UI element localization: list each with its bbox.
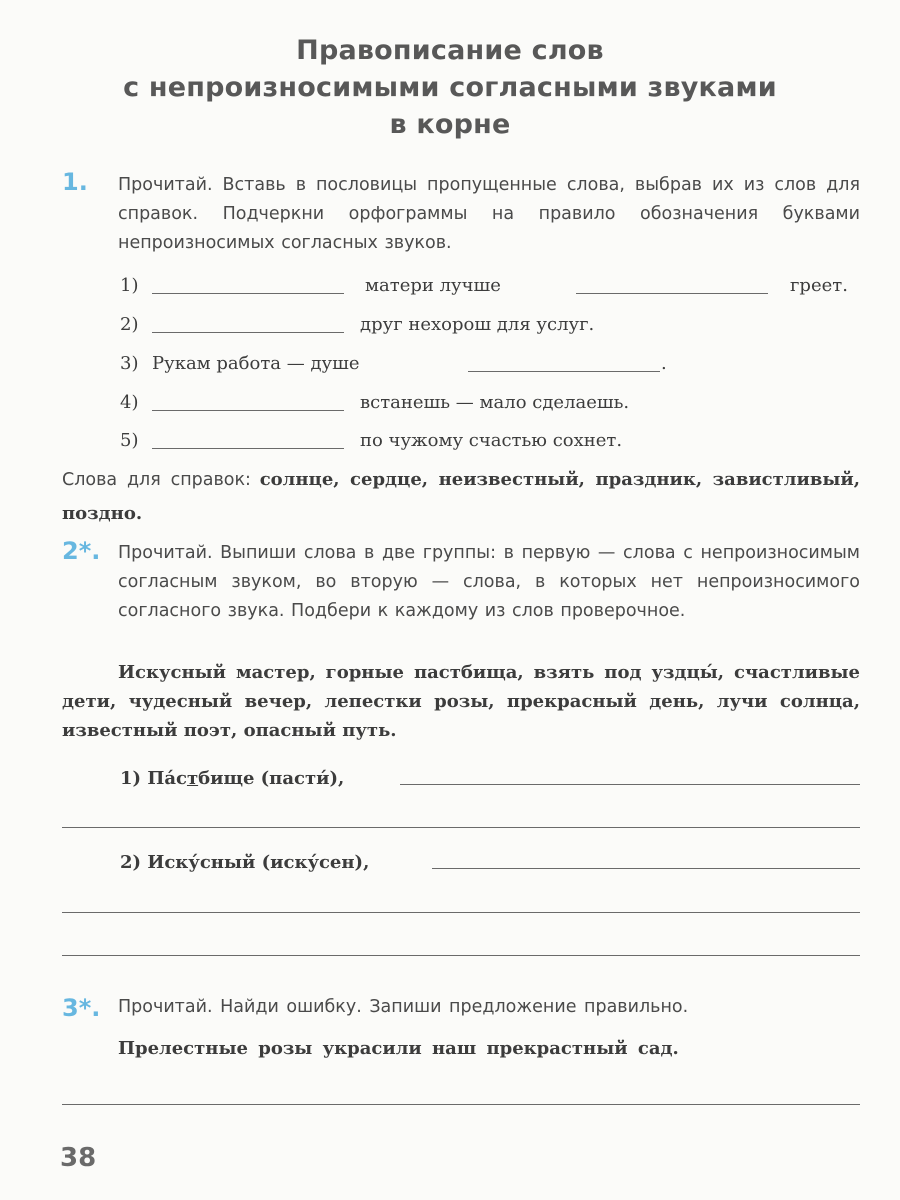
proverb-1-blank-1[interactable]	[152, 293, 344, 294]
title-line-2: с непроизносимыми согласными звуками	[123, 72, 777, 103]
group-1-word-pre: Па́с	[147, 768, 187, 789]
reference-words	[62, 463, 860, 530]
reference-list: солнце, сердце, неизвестный, праздник, завистливый, поздно.	[62, 469, 860, 524]
group-2-answer-line-2[interactable]	[62, 912, 860, 913]
proverb-3-start: Рукам работа — душе	[152, 353, 360, 374]
proverb-4-blank[interactable]	[152, 410, 344, 411]
group-2-label	[120, 851, 369, 875]
group-1-label	[120, 767, 344, 791]
group-1-word-post: бище (пасти́),	[198, 768, 345, 789]
exercise-2-number: 2*.	[62, 537, 101, 565]
proverb-1	[120, 274, 138, 298]
proverb-2-blank[interactable]	[152, 332, 344, 333]
exercise-1-number: 1.	[62, 168, 88, 196]
proverb-3-blank[interactable]	[468, 371, 660, 372]
proverb-2-number: 2)	[120, 314, 139, 335]
group-2-number: 2)	[120, 852, 142, 873]
group-1-number: 1)	[120, 768, 142, 789]
title-line-1: Правописание слов	[296, 35, 604, 66]
group-1-word-underlined: т	[186, 768, 199, 789]
proverb-5-text: по чужому счастью сохнет.	[360, 430, 623, 451]
exercise-2-instruction: Прочитай. Выпиши слова в две группы: в первую — слова с непроизносимым согласным звуком, во вторую — слова, в которых нет непроизносимого согласного звука. Подбери к каждому из слов проверочное.	[118, 543, 860, 621]
exercise-1-instruction: Прочитай. Вставь в пословицы пропущенные слова, выбрав их из слов для справок. Подчеркни орфограммы на правило обозначения буквами непроизносимых согласных звуков.	[118, 175, 860, 253]
group-1-answer-line-2[interactable]	[62, 827, 860, 828]
exercise-3-sentence: Прелестные розы украсили наш прекрастный сад.	[118, 1038, 679, 1059]
proverb-3-number: 3)	[120, 353, 139, 374]
proverb-3-end: .	[661, 353, 667, 374]
proverb-1-middle: матери лучше	[365, 275, 501, 296]
exercise-3-answer-line[interactable]	[62, 1104, 860, 1105]
exercise-3-instruction: Прочитай. Найди ошибку. Запиши предложение правильно.	[118, 997, 689, 1017]
exercise-2-phrases: Искусный мастер, горные пастбища, взять под уздцы́, счастливые дети, чудесный вечер, лепестки розы, прекрасный день, лучи солнца, известный поэт, опасный путь.	[62, 662, 860, 741]
title-line-3: в корне	[389, 109, 511, 140]
proverb-5-number: 5)	[120, 430, 139, 451]
group-1-answer-line-1[interactable]	[400, 784, 860, 785]
proverb-1-end: греет.	[790, 275, 848, 296]
group-2-word: Иску́сный (иску́сен),	[147, 852, 370, 873]
reference-label: Слова для справок:	[62, 470, 251, 490]
group-2-answer-line-1[interactable]	[432, 868, 860, 869]
proverb-1-number: 1)	[120, 275, 139, 296]
proverb-5-blank[interactable]	[152, 448, 344, 449]
proverb-4-number: 4)	[120, 392, 139, 413]
group-2-answer-line-3[interactable]	[62, 955, 860, 956]
exercise-3-number: 3*.	[62, 994, 101, 1022]
proverb-2-text: друг нехорош для услуг.	[360, 314, 595, 335]
proverb-1-blank-2[interactable]	[576, 293, 768, 294]
page-number: 38	[60, 1143, 97, 1173]
proverb-4-text: встанешь — мало сделаешь.	[360, 392, 630, 413]
page-title	[60, 32, 840, 143]
